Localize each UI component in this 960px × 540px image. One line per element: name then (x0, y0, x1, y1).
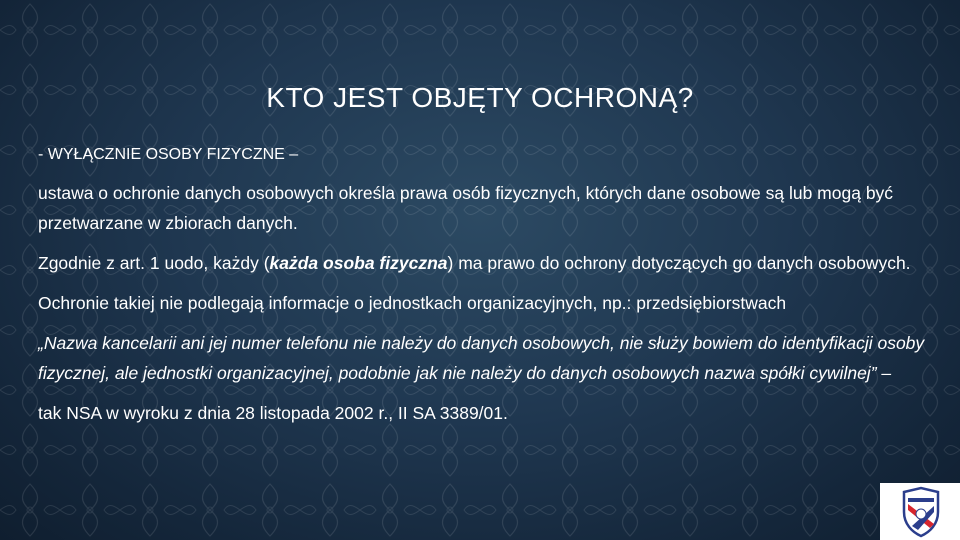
slide-title: KTO JEST OBJĘTY OCHRONĄ? (266, 82, 694, 113)
slide-content (38, 140, 928, 438)
paragraph-article-after: ) ma prawo do ochrony dotyczących go danych osobowych. (447, 253, 911, 273)
paragraph-definition: ustawa o ochronie danych osobowych określa prawa osób fizycznych, których dane osobowe są lub mogą być przetwarzane w zbiorach danych. (38, 183, 894, 233)
paragraph-article-before: Zgodnie z art. 1 uodo, każdy ( (38, 253, 270, 273)
paragraph-article (38, 248, 928, 278)
paragraph-article-emphasis: każda osoba fizyczna (269, 253, 448, 273)
citation: tak NSA w wyroku z dnia 28 listopada 2002 r., II SA 3389/01. (38, 403, 508, 423)
subheading: - WYŁĄCZNIE OSOBY FIZYCZNE – (38, 146, 299, 163)
paragraph-exclusion: Ochronie takiej nie podlegają informacje o jednostkach organizacyjnych, np.: przedsiębiorstwach (38, 293, 787, 313)
quote: „Nazwa kancelarii ani jej numer telefonu nie należy do danych osobowych, nie służy bowiem do identyfikacji osoby fizycznej, ale jednostki organizacyjnej, podobnie jak nie należy do danych osobowych nazwa spółki cywilnej” – (38, 333, 925, 383)
shield-logo-icon (900, 486, 942, 538)
logo-box (880, 483, 960, 540)
